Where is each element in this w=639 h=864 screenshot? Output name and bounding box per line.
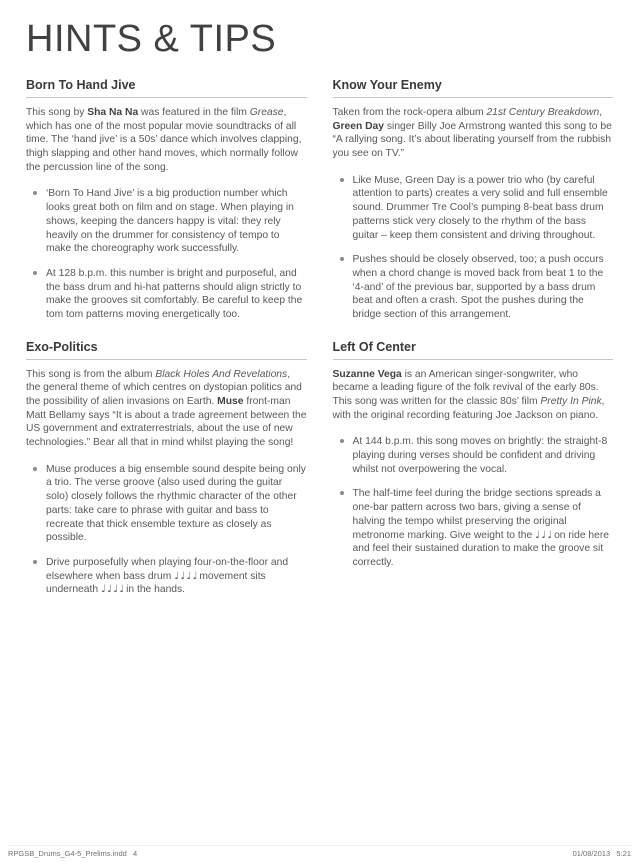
bullet-list — [26, 187, 307, 321]
footer — [8, 845, 631, 858]
section-know-your-enemy — [333, 78, 614, 322]
bullet-icon — [33, 271, 37, 275]
section-heading: Know Your Enemy — [332, 78, 442, 92]
section-intro: Suzanne Vega is an American singer-songwriter, who became a leading figure of the folk revival of the early 80s. This song was written for the classic 80s’ film Pretty In Pink, with the original recording featuring Joe Jackson on piano. — [332, 368, 605, 421]
bullet-item — [33, 267, 307, 322]
bullet-text: ‘Born To Hand Jive’ is a big production number which looks great both on film and on stage. When playing in shows, keeping the dancers happy is vital: they rely heavily on the drummer for consistency of tempo to make the choreography work successfully. — [46, 188, 294, 255]
bullet-icon — [33, 560, 37, 564]
footer-filename: RPGSB_Drums_G4-5_Prelims.indd 4 — [8, 849, 138, 858]
section-heading: Exo-Politics — [26, 339, 98, 354]
heading-rule — [26, 97, 307, 98]
bullet-text: The half-time feel during the bridge sections spreads a one-bar pattern across two bars, giving a sense of halving the tempo whilst preserving the original metronome marking. Give weight to the ♩ ♩ ♩ on ride here and feel their sustained duration to make the groove sit correctly. — [352, 488, 610, 568]
bullet-text: Drive purposefully when playing four-on-the-floor and elsewhere when bass drum ♩ ♩ ♩ ♩ movement sits underneath ♩ ♩ ♩ ♩ in the hands. — [46, 556, 289, 596]
heading-rule — [333, 359, 614, 360]
bullet-icon — [33, 191, 37, 195]
bullet-icon — [340, 491, 344, 495]
bullet-list — [333, 435, 614, 569]
bullet-icon — [340, 439, 344, 443]
section-intro: This song by Sha Na Na was featured in the film Grease, which has one of the most popular movie soundtracks of all time. The ‘hand jive’ is a 50s’ dance which involves clapping, thigh slapping and other hand moves, which normally follow the percussion line of the song. — [26, 107, 302, 173]
bullet-list — [26, 463, 307, 597]
bullet-item — [340, 174, 614, 242]
bullet-item — [340, 487, 614, 569]
bullet-item — [340, 435, 614, 476]
section-exo-politics — [26, 340, 307, 597]
heading-rule — [26, 359, 307, 360]
bullet-text: Like Muse, Green Day is a power trio who (by careful attention to parts) creates a very solid and full ensemble sound. Drummer Tre Cool’s pumping 8-beat bass drum patterns stick very closely to the rhythm of the bass guitar – keep them consistent and driving throughout. — [352, 174, 608, 241]
bullet-text: At 144 b.p.m. this song moves on brightly: the straight-8 playing during verses should be confident and driving whilst not overpowering the vocal. — [352, 436, 608, 475]
bullet-text: Pushes should be closely observed, too; a push occurs when a chord change is moved back from beat 1 to the ‘4-and’ of the previous bar, supported by a bass drum beat and often a crash. Spot the pushes during the bridge section of this arrangement. — [352, 254, 604, 320]
bullet-item — [33, 556, 307, 597]
bullet-text: At 128 b.p.m. this number is bright and purposeful, and the bass drum and hi-hat patterns should align strictly to make the grooves sit comfortably. Be careful to keep the tom tom patterns moving energetically too. — [46, 267, 303, 320]
section-heading: Born To Hand Jive — [26, 78, 136, 92]
footer-timestamp: 01/08/2013 5:21 — [572, 849, 631, 858]
bullet-item — [33, 463, 307, 545]
section-intro: This song is from the album Black Holes And Revelations, the general theme of which centres on dystopian politics and the possibility of alien invasions on Earth. Muse front-man Matt Bellamy says “It is about a trade agreement between the US government and extraterrestrials, about the use of new technologies.” Bear all that in mind whilst playing the song! — [26, 368, 307, 449]
bullet-item — [33, 187, 307, 255]
content-columns — [26, 78, 613, 597]
bullet-item — [340, 253, 614, 321]
section-left-of-center — [333, 340, 614, 597]
bullet-list — [333, 174, 614, 322]
section-heading: Left Of Center — [332, 339, 416, 354]
bullet-text: Muse produces a big ensemble sound despite being only a trio. The verse groove (also used during the guitar solo) closely follows the rhythmic character of the other parts: take care to phrase with guitar and bass to recreate that thick ensemble texture as closely as possible. — [46, 463, 306, 544]
heading-rule — [333, 97, 614, 98]
section-born-to-hand-jive — [26, 78, 307, 322]
section-intro: Taken from the rock-opera album 21st Century Breakdown, Green Day singer Billy Joe Armstrong wanted this song to be “A rallying song. It’s about liberating yourself from the rubbish you see on TV.” — [332, 107, 612, 160]
bullet-icon — [33, 467, 37, 471]
bullet-icon — [340, 257, 344, 261]
bullet-icon — [340, 178, 344, 182]
page-title: HINTS & TIPS — [26, 18, 277, 60]
